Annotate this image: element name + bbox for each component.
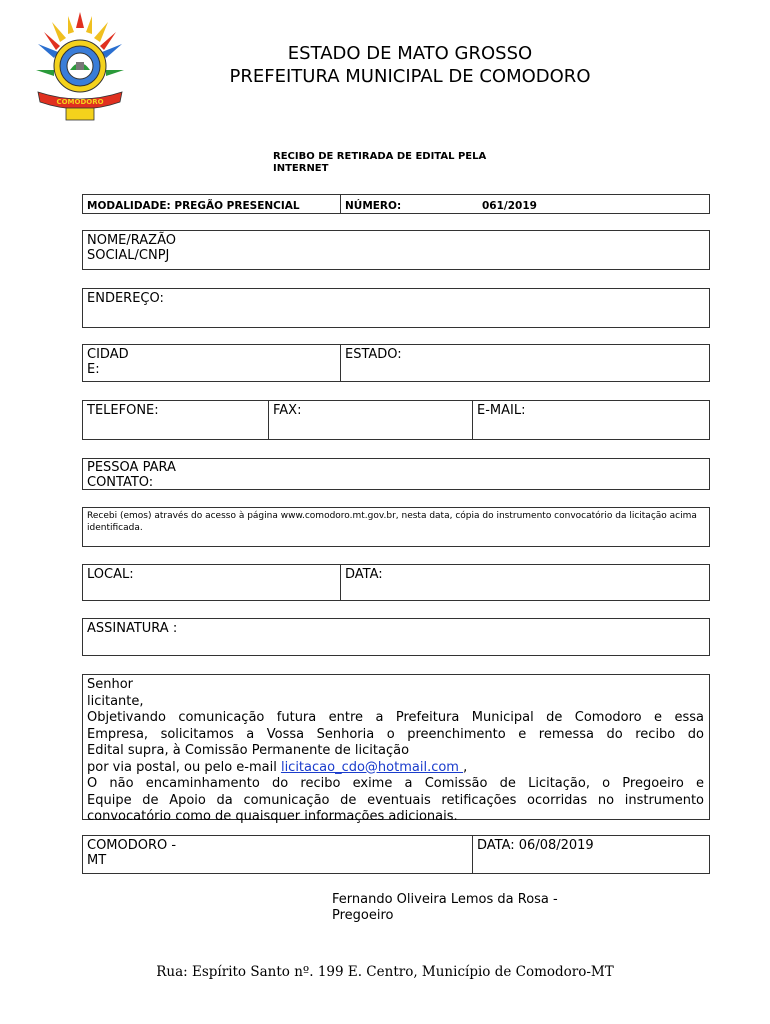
telefone-label: TELEFONE: — [87, 403, 159, 418]
municipality-heading: PREFEITURA MUNICIPAL DE COMODORO — [229, 66, 591, 87]
assinatura-label: ASSINATURA : — [87, 621, 178, 636]
cidade-field[interactable] — [83, 345, 341, 381]
notice-line-4-pre: por via postal, ou pelo e-mail — [87, 759, 281, 775]
telefone-field[interactable] — [83, 401, 269, 439]
pessoa-contato-field[interactable] — [82, 458, 710, 490]
notice-line-4 — [87, 760, 704, 777]
signatory-role: Pregoeiro — [332, 908, 394, 923]
endereco-field[interactable] — [82, 288, 710, 328]
contact-row — [82, 400, 710, 440]
footer-address: Rua: Espírito Santo nº. 199 E. Centro, Município de Comodoro-MT — [156, 964, 614, 980]
issue-date-text: DATA: 06/08/2019 — [477, 838, 594, 853]
notice-line-3: Edital supra, à Comissão Permanente de licitação — [87, 743, 410, 758]
endereco-label: ENDEREÇO: — [87, 291, 164, 306]
receipt-statement-text: Recebi (emos) através do acesso à página www.comodoro.mt.gov.br, nesta data, cópia do instrumento convocatório da licitação acima identificada. — [87, 511, 697, 533]
notice-box — [82, 674, 710, 824]
fax-label: FAX: — [273, 403, 302, 418]
estado-field[interactable] — [340, 345, 709, 381]
fax-field[interactable] — [268, 401, 473, 439]
place-cell — [83, 836, 473, 873]
notice-line-7: convocatório como de quaisquer informações adicionais. — [87, 809, 458, 824]
notice-line-5: O não encaminhamento do recibo exime a Comissão de Licitação, o Pregoeiro e — [87, 776, 704, 791]
signatory-name: Fernando Oliveira Lemos da Rosa - — [332, 892, 558, 907]
cidade-estado-row — [82, 344, 710, 382]
estado-label: ESTADO: — [345, 347, 402, 362]
signature-block — [332, 892, 612, 924]
notice-line-6: Equipe de Apoio da comunicação de eventuais retificações ocorridas no instrumento — [87, 792, 704, 808]
notice-text — [83, 675, 709, 826]
notice-line-1: Objetivando comunicação futura entre a Prefeitura Municipal de Comodoro e essa — [87, 710, 704, 725]
pessoa-contato-label: PESSOA PARA CONTATO: — [87, 460, 176, 490]
cidade-label: CIDAD E: — [87, 347, 129, 377]
email-label: E-MAIL: — [477, 403, 526, 418]
numero-value: 061/2019 — [482, 200, 537, 212]
assinatura-field[interactable] — [82, 618, 710, 656]
local-data-row — [82, 564, 710, 601]
receipt-statement-box — [82, 507, 710, 547]
nome-razao-social-label: NOME/RAZÃO SOCIAL/CNPJ — [87, 233, 176, 263]
municipal-coat-of-arms-logo — [32, 8, 128, 122]
notice-line-2: Empresa, solicitamos a Vossa Senhoria o preenchimento e remessa do recibo do — [87, 726, 704, 742]
data-label: DATA: — [345, 567, 383, 582]
email-link[interactable]: licitacao_cdo@hotmail.com — [280, 759, 464, 775]
notice-greeting-2: licitante, — [87, 693, 144, 709]
state-heading: ESTADO DE MATO GROSSO — [287, 43, 533, 64]
place-text: COMODORO - MT — [87, 838, 177, 868]
document-title: RECIBO DE RETIRADA DE EDITAL PELA INTERNET — [273, 151, 487, 174]
numero-label: NÚMERO: — [340, 195, 470, 213]
local-label: LOCAL: — [87, 567, 134, 582]
data-field[interactable] — [340, 565, 709, 600]
notice-greeting-1: Senhor — [87, 677, 134, 692]
svg-text:COMODORO: COMODORO — [56, 98, 104, 106]
email-field[interactable] — [472, 401, 709, 439]
place-date-row — [82, 835, 710, 874]
notice-line-4-post: , — [463, 759, 468, 775]
nome-razao-social-field[interactable] — [82, 230, 710, 270]
modalidade-row — [82, 194, 710, 214]
issue-date-cell — [472, 836, 709, 873]
modalidade-label: MODALIDADE: PREGÃO PRESENCIAL — [87, 200, 300, 212]
local-field[interactable] — [83, 565, 341, 600]
